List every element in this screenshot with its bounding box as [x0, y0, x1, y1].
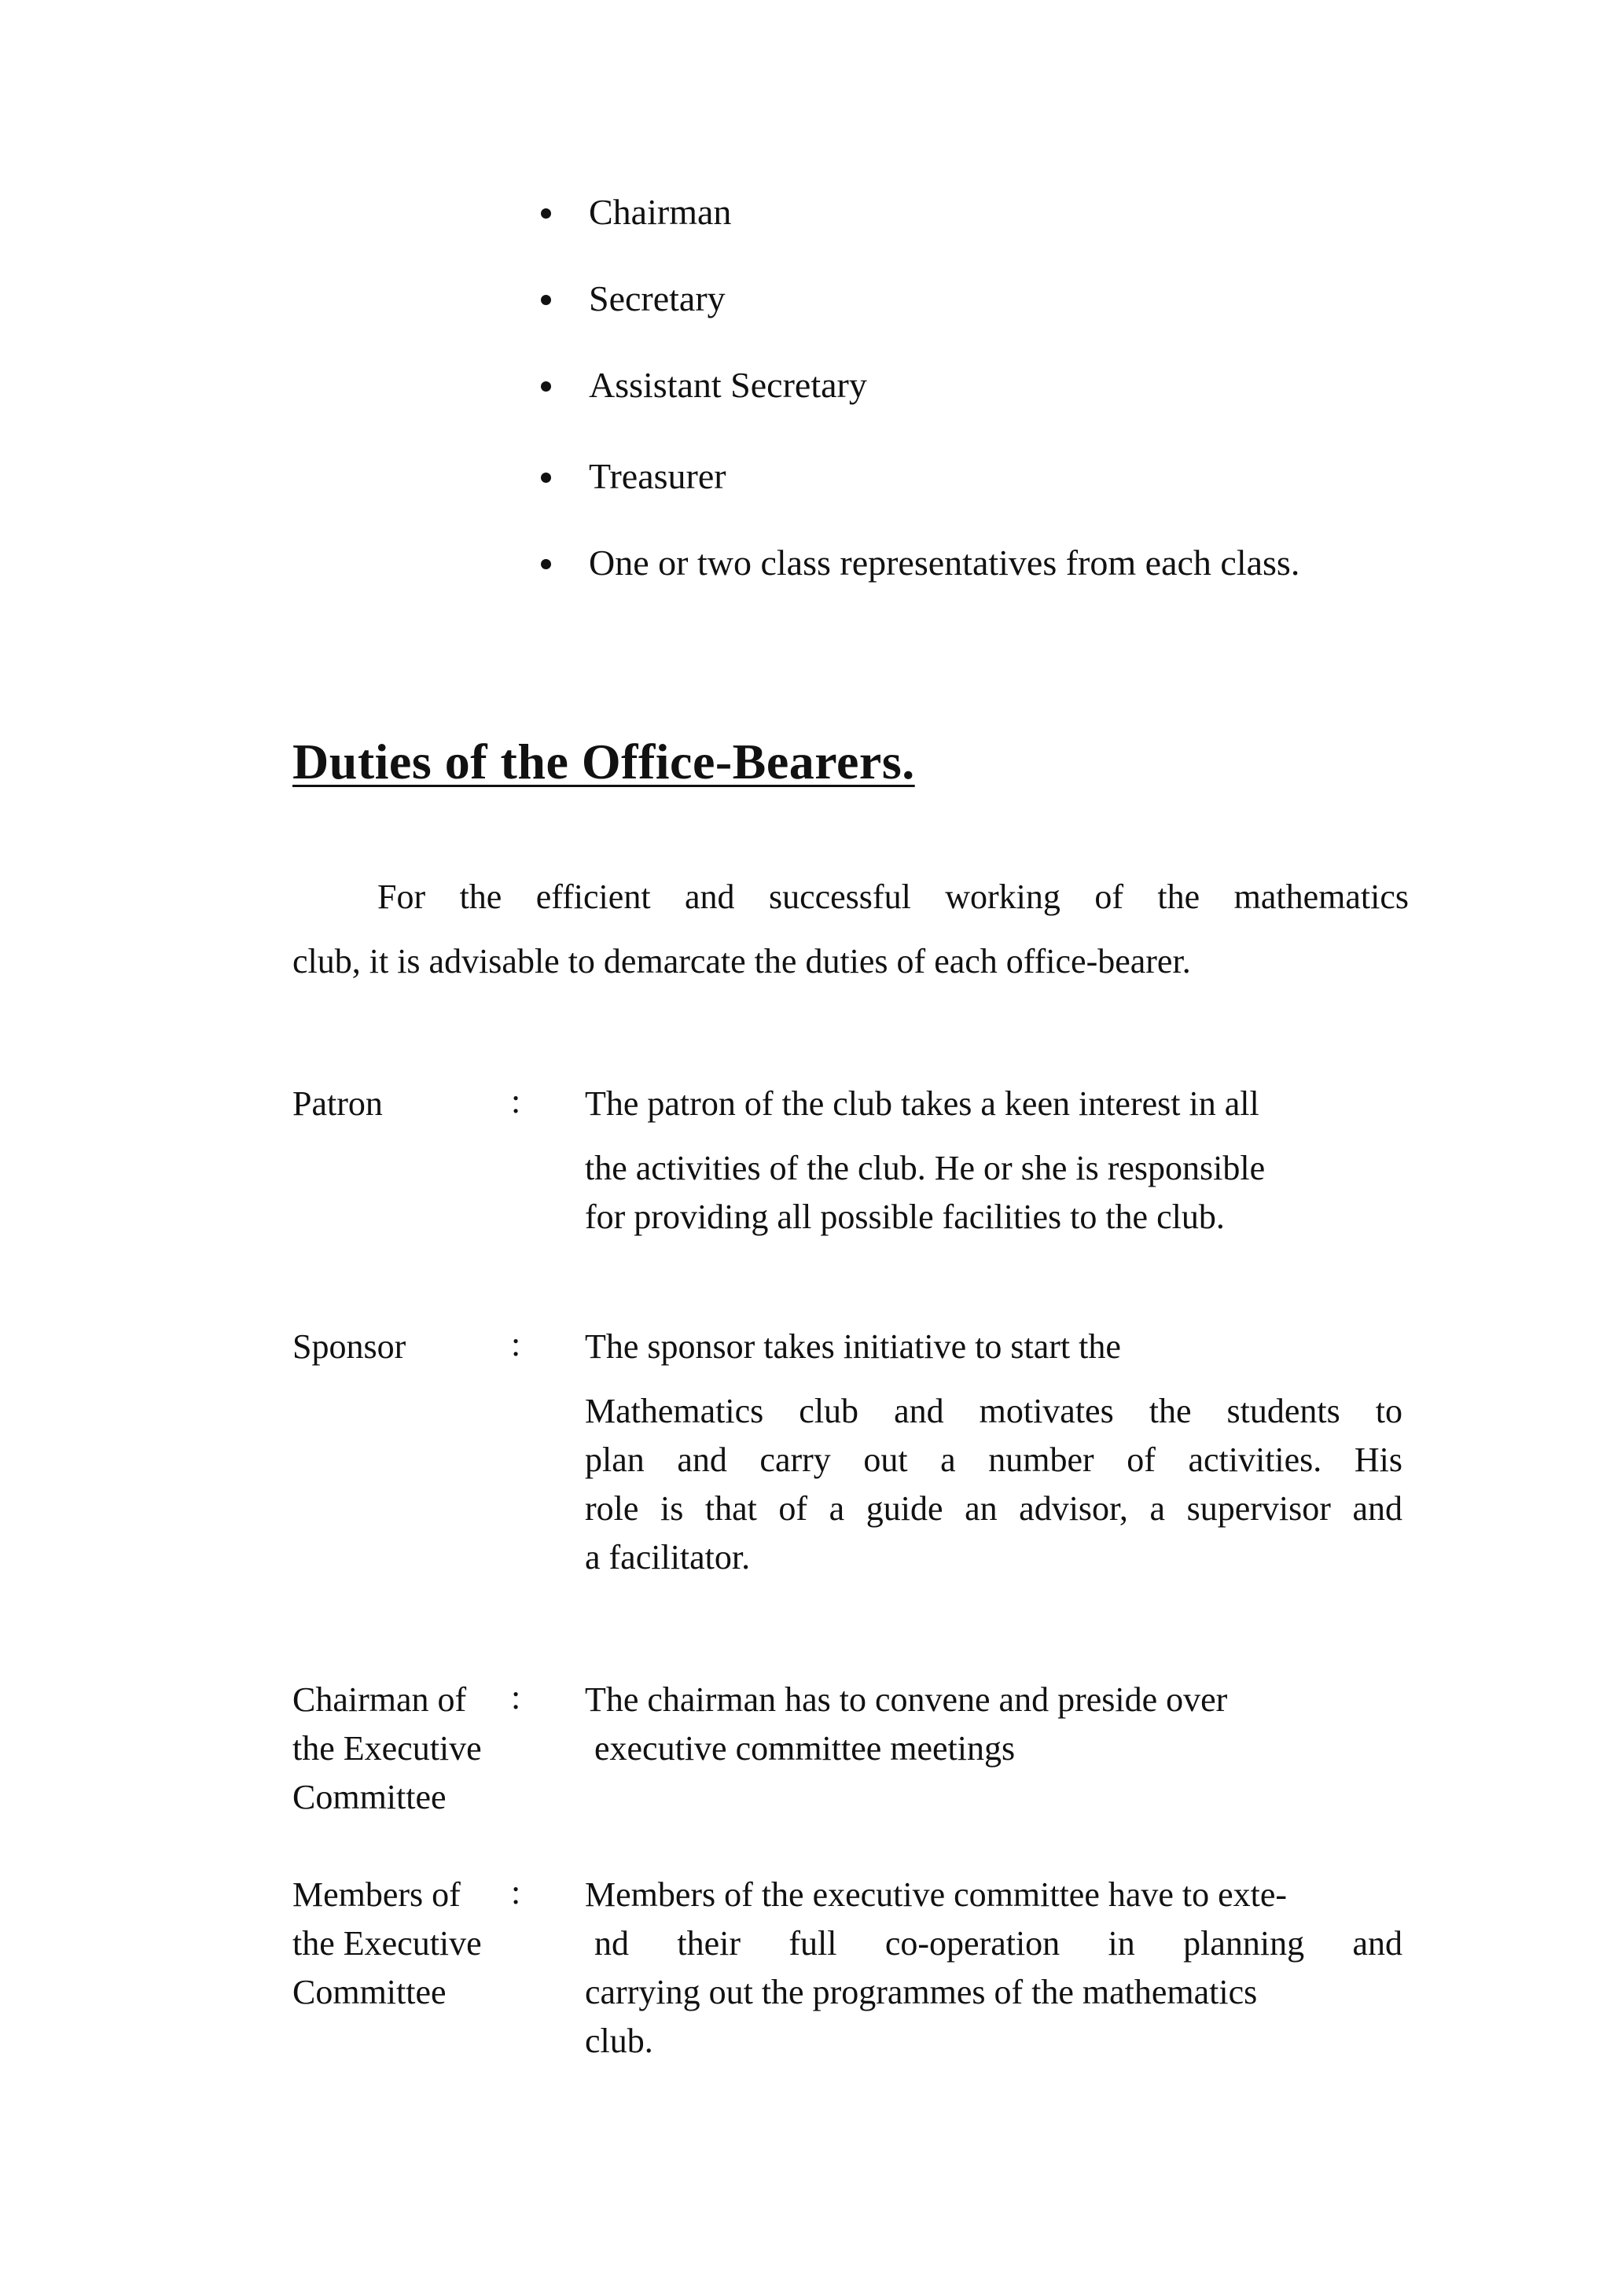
term-colon: : — [511, 1325, 521, 1363]
term-line: the Executive — [292, 1924, 482, 1963]
description-line: a facilitator. — [585, 1538, 751, 1577]
list-item: Secretary — [535, 275, 1299, 322]
term-colon: : — [511, 1873, 521, 1911]
term-chairman — [292, 1676, 482, 1822]
description-line: executive committee meetings — [594, 1729, 1016, 1768]
description-patron — [585, 1080, 1402, 1242]
description-line: the activities of the club. He or she is responsible — [585, 1149, 1266, 1187]
term-line: Committee — [292, 1973, 447, 2011]
term-colon: : — [511, 1082, 521, 1120]
description-line: Members of the executive committee have to exte- — [585, 1875, 1288, 1914]
term-line: Committee — [292, 1778, 447, 1816]
list-item: Treasurer — [535, 453, 1299, 500]
description-members — [585, 1871, 1402, 2066]
description-chairman — [585, 1676, 1402, 1773]
description-line: plan and carry out a number of activities. His — [585, 1441, 1402, 1479]
list-item: Assistant Secretary — [535, 362, 1299, 409]
description-line: Mathematics club and motivates the students to — [585, 1392, 1402, 1430]
term-line: the Executive — [292, 1729, 482, 1768]
term-sponsor: Sponsor — [292, 1327, 406, 1366]
description-line: The patron of the club takes a keen interest in all — [585, 1084, 1259, 1123]
intro-line: club, it is advisable to demarcate the duties of each office-bearer. — [292, 942, 1191, 981]
office-bearers-list — [535, 189, 1299, 587]
description-line: role is that of a guide an advisor, a supervisor and — [585, 1489, 1402, 1528]
intro-line: For the efficient and successful working of the mathematics — [377, 878, 1409, 916]
description-line: club. — [585, 2022, 653, 2060]
term-line: Members of — [292, 1875, 461, 1914]
term-line: Chairman of — [292, 1680, 467, 1719]
description-line: nd their full co-operation in planning and — [594, 1924, 1402, 1963]
intro-paragraph — [292, 865, 1409, 994]
description-line: The chairman has to convene and preside over — [585, 1680, 1228, 1719]
term-colon: : — [511, 1678, 521, 1716]
list-item: Chairman — [535, 189, 1299, 236]
description-line: carrying out the programmes of the mathematics — [585, 1973, 1258, 2011]
list-item: One or two class representatives from each class. — [535, 539, 1299, 587]
term-members — [292, 1871, 482, 2017]
description-line: for providing all possible facilities to the club. — [585, 1198, 1225, 1236]
description-line: The sponsor takes initiative to start the — [585, 1327, 1121, 1366]
term-patron: Patron — [292, 1084, 383, 1123]
description-sponsor — [585, 1323, 1402, 1582]
section-heading: Duties of the Office-Bearers. — [292, 734, 915, 789]
